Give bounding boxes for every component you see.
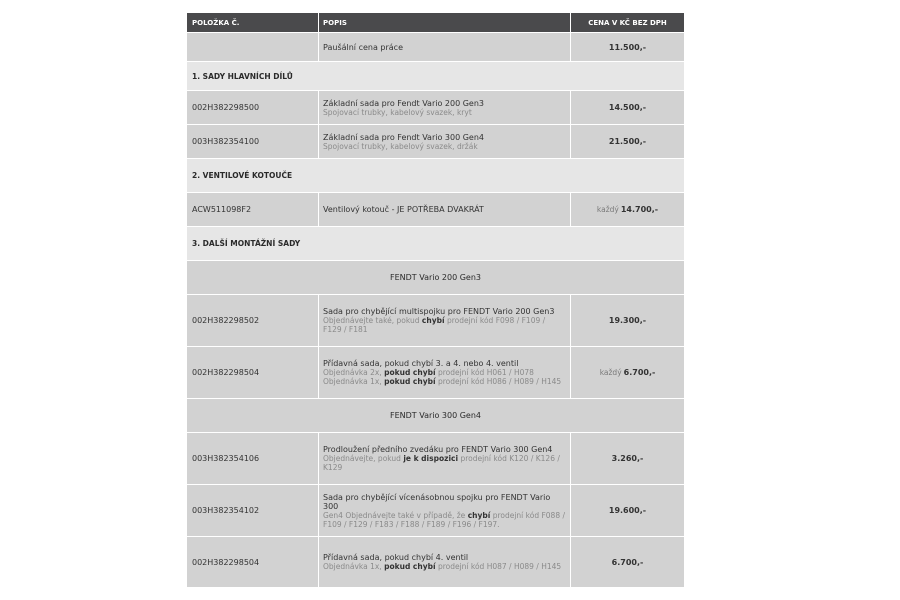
item-desc: Sada pro chybějící multispojku pro FENDT Vario 200 Gen3 bbox=[323, 307, 555, 316]
price-table bbox=[187, 13, 684, 587]
item-price: 6.700,- bbox=[611, 557, 644, 567]
item-sub: Objednávka 1x, pokud chybí prodejní kód H086 / H089 / H145 bbox=[323, 377, 562, 386]
item-code: ACW511098F2 bbox=[192, 205, 252, 214]
table-row bbox=[187, 536, 684, 587]
item-price bbox=[597, 205, 658, 214]
item-price: 3.260,- bbox=[611, 454, 644, 463]
item-sub: Objednávka 1x, pokud chybí prodejní kód H087 / H089 / H145 bbox=[323, 562, 562, 571]
item-price: 11.500,- bbox=[608, 42, 647, 52]
section-row bbox=[187, 158, 684, 192]
item-code: 003H382354106 bbox=[192, 454, 260, 463]
item-price: 19.300,- bbox=[608, 316, 647, 325]
item-desc: Sada pro chybějící vícenásobnou spojku pro FENDT Vario 300 bbox=[323, 492, 551, 511]
item-desc: Paušální cena práce bbox=[323, 42, 403, 52]
section-title: 1. SADY HLAVNÍCH DÍLŮ bbox=[192, 71, 293, 81]
group-title: FENDT Vario 300 Gen4 bbox=[389, 411, 482, 420]
table-row bbox=[187, 124, 684, 158]
each-label: každý bbox=[599, 368, 622, 377]
item-sub: Objednávejte také, pokud chybí prodejní kód F098 / F109 / F129 / F181 bbox=[323, 316, 546, 334]
item-sub: Objednávka 2x, pokud chybí prodejní kód H061 / H078 bbox=[323, 368, 534, 377]
item-desc: Prodloužení předního zvedáku pro FENDT Vario 300 Gen4 bbox=[323, 445, 553, 454]
item-price bbox=[600, 368, 656, 377]
section-row bbox=[187, 61, 684, 90]
group-row bbox=[187, 260, 684, 294]
item-desc: Základní sada pro Fendt Vario 300 Gen4 bbox=[323, 132, 484, 142]
section-title: 3. DALŠÍ MONTÁŽNÍ SADY bbox=[192, 239, 301, 248]
price-value: 6.700,- bbox=[623, 368, 656, 377]
item-sub: Objednávejte, pokud je k dispozici prodejní kód K120 / K126 / K129 bbox=[323, 454, 560, 472]
table-header bbox=[187, 13, 684, 32]
table-row bbox=[187, 90, 684, 124]
item-price: 21.500,- bbox=[608, 137, 647, 146]
section-title: 2. VENTILOVÉ KOTOUČE bbox=[192, 171, 293, 180]
item-sub: Spojovací trubky, kabelový svazek, kryt bbox=[323, 107, 472, 117]
item-sub: Gen4 Objednávejte také v případě, že chybí prodejní kód F088 / F109 / F129 / F183 / F188 / F189 / F196 / F197. bbox=[323, 510, 566, 529]
section-row bbox=[187, 226, 684, 260]
price-value: 14.700,- bbox=[620, 205, 659, 214]
item-desc: Přídavná sada, pokud chybí 4. ventil bbox=[323, 553, 469, 562]
table-row bbox=[187, 346, 684, 398]
each-label: každý bbox=[596, 205, 619, 214]
table-row bbox=[187, 32, 684, 61]
item-desc: Ventilový kotouč - JE POTŘEBA DVAKRÁT bbox=[323, 205, 484, 214]
header-col-price: CENA V KČ BEZ DPH bbox=[570, 13, 684, 32]
item-code: 003H382354100 bbox=[192, 137, 260, 146]
item-price: 14.500,- bbox=[608, 103, 647, 112]
item-code: 002H382298504 bbox=[192, 557, 260, 567]
table-row bbox=[187, 484, 684, 536]
item-code: 002H382298504 bbox=[192, 368, 260, 377]
header-col-item: POLOŽKA Č. bbox=[192, 18, 240, 27]
item-sub: Spojovací trubky, kabelový svazek, držák bbox=[323, 141, 478, 151]
table-row bbox=[187, 294, 684, 346]
group-title: FENDT Vario 200 Gen3 bbox=[389, 273, 482, 282]
header-col-desc: POPIS bbox=[318, 13, 570, 32]
table-row bbox=[187, 192, 684, 226]
item-price: 19.600,- bbox=[608, 506, 647, 515]
item-code: 002H382298502 bbox=[192, 316, 260, 325]
item-desc: Přídavná sada, pokud chybí 3. a 4. nebo 4. ventil bbox=[323, 359, 519, 368]
item-desc: Základní sada pro Fendt Vario 200 Gen3 bbox=[323, 98, 484, 108]
item-code: 003H382354102 bbox=[192, 506, 260, 515]
table-row bbox=[187, 432, 684, 484]
group-row bbox=[187, 398, 684, 432]
item-code: 002H382298500 bbox=[192, 103, 260, 112]
item-code bbox=[187, 33, 318, 61]
